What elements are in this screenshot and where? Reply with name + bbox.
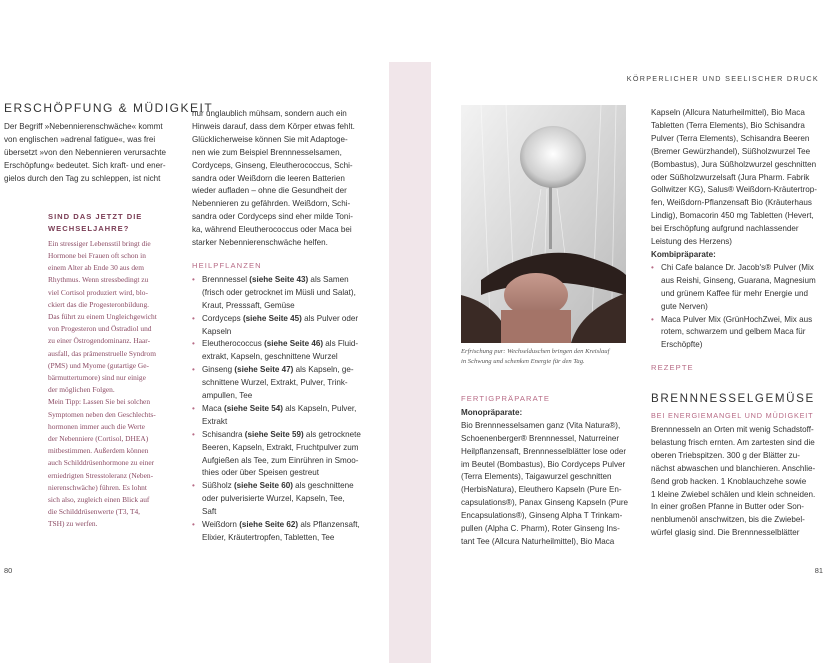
text-line: tant Tee (Allcura Naturheilmittel), Bio Maca [461, 536, 615, 546]
text-line: Symptomen neben den Geschlechts- [48, 409, 156, 419]
text-line: nur unglaublich mühsam, sondern auch ein [192, 109, 347, 118]
plant-line: oder pulverisierte Wurzel, Kapseln, Tee, [202, 494, 345, 504]
info-box-title-line: SIND DAS JETZT DIE [48, 212, 143, 221]
shower-illustration [461, 105, 626, 343]
plant-line: extrakt, Kapseln, geschnittene Wurzel [202, 352, 338, 362]
plant-name: Maca [202, 403, 225, 413]
text-line: Ein stressiger Lebensstil bringt die [48, 238, 151, 248]
caption-text [461, 347, 629, 367]
plant-item [192, 480, 372, 519]
plant-item [192, 519, 372, 545]
text-line: nenblumenöl anschwitzen, bis die Zwiebel- [651, 515, 805, 525]
text-line: ka, während Eleutherococcus oder Maca bei [192, 225, 352, 235]
kombi-line: rotem, schwarzem und gelbem Maca für [661, 327, 806, 337]
text-line: Schoenenberger® Brennnessel, Naturreiner [461, 433, 620, 443]
gutter-strip [389, 62, 431, 663]
plant-line: Kapseln [202, 326, 232, 336]
plant-forms: als Kapseln, Pulver, [282, 403, 357, 413]
page-reference: (siehe Seite 43) [249, 274, 309, 284]
plant-name: Brennnessel [202, 274, 250, 284]
text-line: sich also, zugleich einen Blick auf [48, 495, 150, 505]
text-line: sandra oder Cordyceps sind eher milde Toni- [192, 212, 353, 222]
monopraeparate-text [461, 420, 633, 549]
text-line: einem Alter ab Ende 30 aus dem [48, 263, 145, 273]
page-reference: (siehe Seite 45) [242, 313, 302, 323]
page-reference: (siehe Seite 60) [233, 481, 293, 491]
plant-item [192, 338, 372, 364]
plant-line: Beeren, Kapseln, Extrakt, Fruchtpulver zum [202, 442, 359, 452]
plant-line: (frisch oder getrocknet im Müsli und Salat), [202, 287, 356, 297]
plant-name: Süßholz [202, 481, 234, 491]
text-line: erniedrigten Stresstoleranz (Neben- [48, 470, 154, 480]
plant-line: Aufgießen als Tee, zum Einrühren in Smoo- [202, 455, 359, 465]
plant-line [202, 364, 372, 377]
continuation-text [192, 108, 372, 250]
rezepte-heading: REZEPTE [651, 363, 694, 373]
page-reference: (siehe Seite 46) [264, 339, 324, 349]
plant-forms: als Pulver oder [301, 313, 359, 323]
kombi-line: gute Nerven) [661, 301, 708, 311]
plant-forms: als Fluid- [323, 339, 359, 349]
text-line: bärmuttertumore) sind nur einige [48, 373, 146, 383]
photo-caption [461, 347, 629, 367]
text-line: Heilpflanzensaft, Brennnesselblätter lose oder [461, 446, 627, 456]
text-line: Erschöpfung« bedeutet. Sich kraft- und ener- [4, 160, 166, 170]
plant-forms: als Pflanzensaft, [298, 520, 360, 530]
text-line: Leistung des Herzens) [651, 237, 732, 247]
text-line: (Bremer Gewürzhandel), Süßholzwurzel Tee [651, 146, 811, 156]
fertigpraeparate-heading: FERTIGPRÄPARATE [461, 394, 551, 403]
text-line: ckiert das die Progesteronbildung. [48, 299, 149, 309]
text-line: 1 kleine Zwiebel schälen und klein schneiden. [651, 489, 816, 499]
plant-line [202, 480, 372, 493]
text-line: der möglichen Folgen. [48, 385, 115, 395]
page-number-left: 80 [4, 566, 13, 575]
plant-forms: als Samen [308, 274, 349, 284]
text-line: Lindig), Bomacorin 450 mg Tabletten (Hevert, [651, 211, 814, 221]
plant-line: Extrakt [202, 416, 228, 426]
plant-line: Elixier, Kräutertropfen, Tabletten, Tee [202, 533, 335, 542]
kombi-line: • Chi Cafe balance Dr. Jacob's® Pulver (Mix [661, 262, 814, 272]
plant-line [202, 429, 372, 442]
text-line: Hinweis darauf, dass dem Körper etwas fehlt. [192, 121, 355, 131]
text-line: wieder aufladen – ohne die Gesundheit der [192, 186, 347, 196]
page-reference: (siehe Seite 54) [224, 403, 283, 413]
page-reference: (siehe Seite 59) [244, 429, 304, 439]
text-line: übersetzt »von den Nebennieren verursachte [4, 147, 166, 157]
plant-item [192, 429, 372, 481]
plants-list [192, 274, 372, 545]
second-column [192, 108, 372, 545]
text-line: im Beutel (Bombastus), Bio Cordyceps Pulver [461, 459, 626, 469]
text-line: In einer großen Pfanne in Butter oder Son- [651, 502, 804, 512]
plant-item [192, 364, 372, 403]
plant-line: ampullen, Tee [202, 391, 253, 401]
text-line: capsulations®), Panax Ginseng Kapseln (Pure [461, 498, 629, 508]
text-line: (Terra Elements), Taigawurzel geschnitten [461, 472, 612, 482]
caption-line: Erfrischung pur: Wechselduschen bringen den Kreislauf [461, 348, 610, 355]
recipe-text [651, 424, 829, 540]
text-line: Nebennieren zu gefährden. Weißdorn, Schi- [192, 199, 351, 209]
page-number-right: 81 [814, 566, 823, 575]
text-line: ßend grob hacken. 1 Knoblauchzehe sowie [651, 476, 807, 486]
text-line: Der Begriff »Nebennierenschwäche« kommt [4, 122, 163, 131]
text-line: Gollwitzer KG), Salus® Weißdorn-Kräutertrop- [651, 185, 817, 195]
text-line: ausfall, das prämenstruelle Syndrom [48, 348, 156, 358]
text-line: würfel glasig sind. Die Brennnesselblätter [651, 528, 800, 538]
text-line: fen, Weißdorn-Pflanzensaft Bio (Kräuterhaus [651, 198, 812, 208]
recipe-title: BRENNNESSELGEMÜSE [651, 392, 815, 406]
kombi-line: aus Reishi, Ginseng, Guarana, Magnesium [661, 275, 816, 285]
text-line: pullen (Alpha C. Pharm), Roter Ginseng Ins- [461, 524, 620, 534]
text-line: hormonen immer auch die Werte [48, 421, 145, 431]
running-header: KÖRPERLICHER UND SEELISCHER DRUCK [626, 74, 819, 83]
text-line: Das führt zu einem Ungleichgewicht [48, 312, 157, 322]
text-line: nierenschwäche) führen. Es lohnt [48, 482, 147, 492]
plant-name: Eleutherococcus [202, 339, 265, 349]
text-line: der Nebenniere (Cortisol, DHEA) [48, 434, 149, 444]
text-line: Encapsulations®), Ginseng Alpha T Trinkam- [461, 511, 623, 521]
heilpflanzen-heading: HEILPFLANZEN [192, 260, 262, 270]
text-line: Rhythmus. Wenn stressbedingt zu [48, 275, 149, 285]
text-line: mitbestimmen. Außerdem können [48, 446, 149, 456]
text-line: sandra oder Weißdorn die leeren Batterien [192, 173, 345, 183]
text-line: belastung frisch ernten. Am zartesten sind die [651, 437, 815, 447]
text-line: Cordyceps, Ginseng, Eleutherococcus, Schi- [192, 160, 353, 170]
monopraeparate-heading: Monopräparate: [461, 407, 523, 417]
kombi-line: und grünem Kaffee für mehr Energie und [661, 288, 808, 298]
text-line: von englischen »adrenal fatigue«, was frei [4, 134, 156, 144]
text-line: von Progesteron und Östradiol und [48, 324, 152, 334]
plant-line [202, 403, 372, 416]
plant-item [192, 274, 372, 313]
page-reference: (siehe Seite 47) [234, 365, 294, 375]
plant-item [192, 403, 372, 429]
text-line: zu einer Östrogendominanz. Haar- [48, 336, 151, 346]
text-line: starker Nebennierenschwäche helfen. [192, 238, 328, 248]
fourth-column [651, 107, 829, 540]
plant-name: Weißdorn [202, 520, 240, 530]
info-box-text [48, 238, 180, 531]
plant-line: Saft [202, 507, 217, 517]
text-line: Bio Brennnesselsamen ganz (Vita Natura®), [461, 420, 621, 430]
text-line: Glücklicherweise können Sie mit Adaptoge- [192, 134, 348, 144]
plant-forms: als Kapseln, ge- [293, 365, 354, 375]
monopraeparate-continued [651, 107, 829, 249]
intro-text [4, 121, 177, 186]
page-reference: (siehe Seite 62) [239, 520, 299, 530]
info-box-title-line: WECHSELJAHRE? [48, 224, 130, 234]
text-line: Tabletten (Terra Elements), Bio Schisandra [651, 120, 805, 130]
kombi-line: • Maca Pulver Mix (GrünHochZwei, Mix aus [661, 314, 813, 324]
text-line: Kapseln (Allcura Naturheilmittel), Bio Maca [651, 108, 805, 117]
plant-line: Kraut, Presssaft, Gemüse [202, 300, 295, 310]
plant-name: Cordyceps [202, 313, 243, 323]
plant-line [202, 313, 372, 326]
text-line: (HerbisNatura), Eleuthero Kapseln (Pure En- [461, 485, 622, 495]
info-box [48, 211, 180, 531]
text-line: gielos durch den Tag zu schleppen, ist nicht [4, 173, 161, 183]
plant-line [202, 274, 372, 287]
text-line: Pulver (Terra Elements), Schisandra Beeren [651, 133, 810, 143]
plant-line [202, 338, 372, 351]
recipe-subtitle: BEI ENERGIEMANGEL UND MÜDIGKEIT [651, 411, 814, 421]
plant-line [202, 519, 372, 532]
text-line: Mein Tipp: Lassen Sie bei solchen [48, 397, 151, 407]
plant-line: thies oder über Speisen gestreut [202, 468, 319, 478]
text-line: Brennnesseln an Orten mit wenig Schadstoff- [651, 425, 814, 435]
kombi-item [651, 314, 829, 353]
intro-column [4, 121, 177, 186]
caption-line: in Schwung und schenken Energie für den Tag. [461, 358, 585, 365]
text-line: die Schilddrüsenwerte (T3, T4, [48, 507, 141, 517]
kombi-item [651, 262, 829, 314]
third-column [461, 393, 633, 549]
text-line: nächst abwaschen und blanchieren. Anschlie- [651, 463, 816, 473]
plant-item [192, 313, 372, 339]
plant-name: Schisandra [202, 429, 245, 439]
shower-photo [461, 105, 626, 343]
text-line: oberen Triebspitzen. 300 g der Blätter zu- [651, 450, 800, 460]
text-line: TSH) zu werfen. [48, 519, 98, 529]
kombi-line: Erschöpfte) [661, 340, 703, 350]
text-line: nen wie zum Beispiel Brennnesselsamen, [192, 147, 342, 157]
plant-line: schnittene Wurzel, Extrakt, Pulver, Trink- [202, 378, 348, 388]
kombipraeparate-heading: Kombipräparate: [651, 249, 716, 259]
text-line: Hormone bei Frauen oft schon in [48, 251, 146, 261]
text-line: (Bombastus), Jura Süßholzwurzel geschnitten [651, 159, 817, 169]
text-line: (PMS) und Myome (gutartige Ge- [48, 360, 149, 370]
chapter-title: ERSCHÖPFUNG & MÜDIGKEIT [4, 101, 214, 115]
text-line: oder Süßholzwurzelsaft (Jura Pharm. Fabrik [651, 172, 810, 182]
plant-forms: als geschnittene [292, 481, 354, 491]
info-box-title [48, 211, 180, 236]
text-line: viel Cortisol produziert wird, blo- [48, 287, 148, 297]
plant-forms: als getrocknete [303, 429, 361, 439]
text-line: auch Schilddrüsenhormone zu einer [48, 458, 155, 468]
text-line: bei Erschöpfung aufgrund nachlassender [651, 224, 799, 234]
kombipraeparate-list [651, 262, 829, 352]
plant-name: Ginseng [202, 365, 235, 375]
